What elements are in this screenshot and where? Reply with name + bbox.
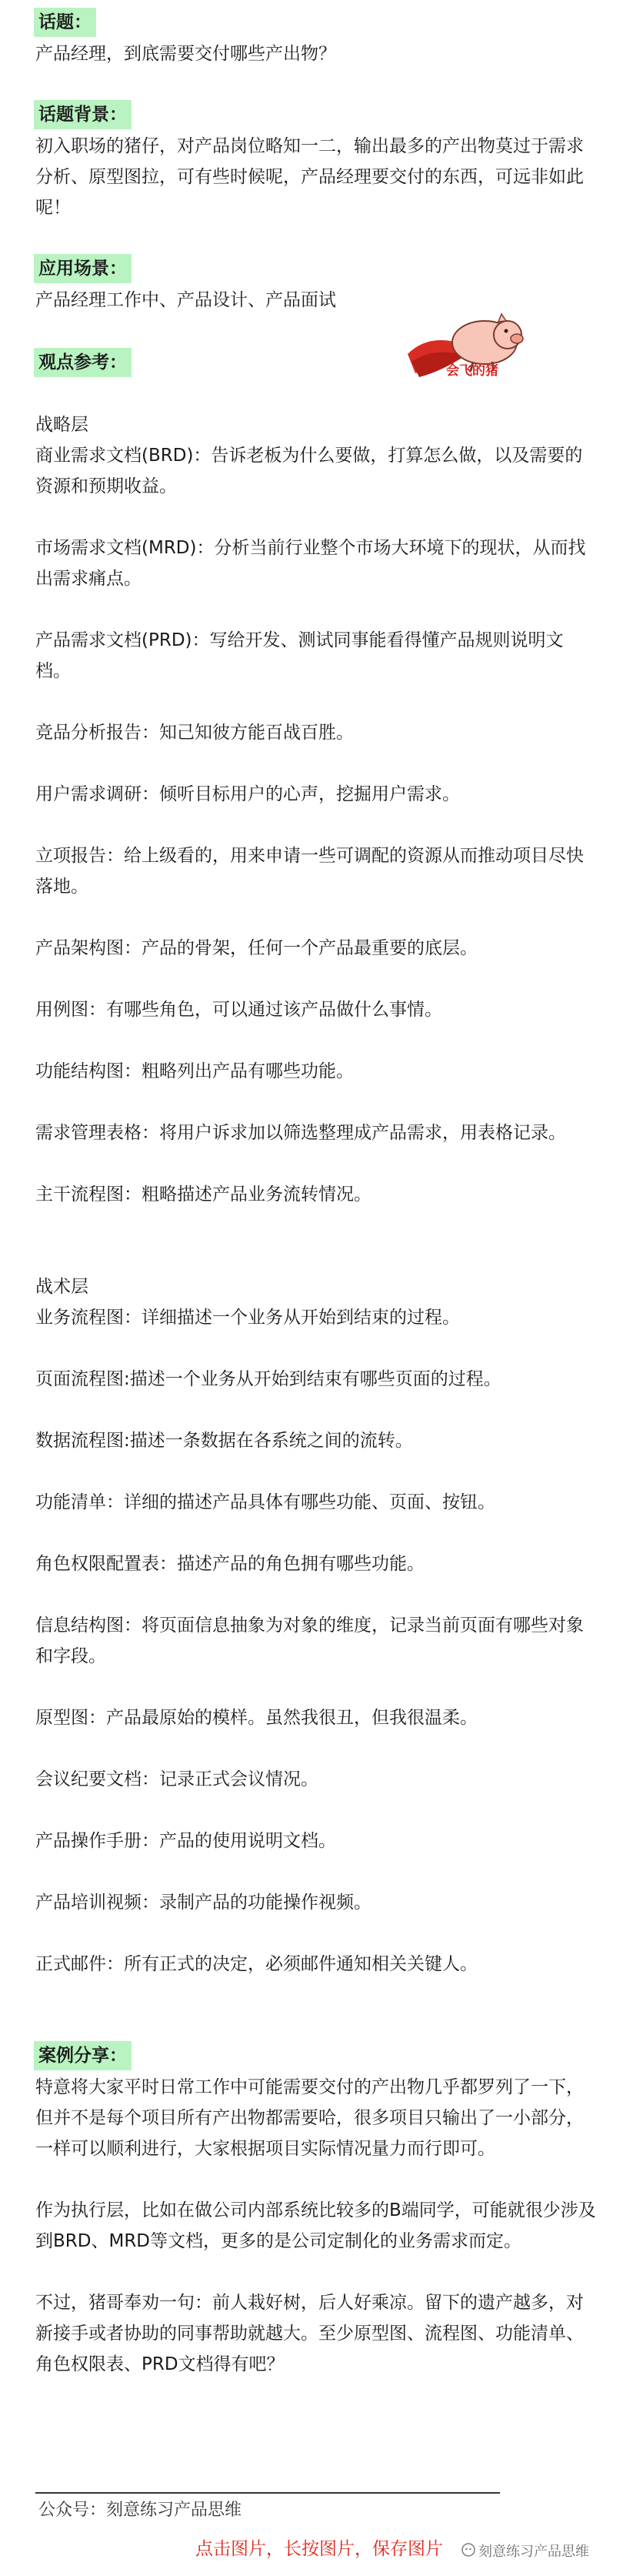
- background-line: 初入职场的猪仔，对产品岗位略知一二，输出最多的产出物莫过于需求: [35, 136, 584, 156]
- tactics-item: 原型图：产品最原始的模样。虽然我很丑，但我很温柔。: [35, 1708, 478, 1728]
- tactics-item: 角色权限配置表：描述产品的角色拥有哪些功能。: [35, 1554, 425, 1574]
- strategy-item: 资源和预期收益。: [35, 476, 177, 496]
- flying-pig-icon: [400, 300, 538, 400]
- footer-account-note: 公众号：刻意练习产品思维: [38, 2501, 242, 2520]
- background-line: 呢！: [35, 198, 71, 218]
- tactics-item: 业务流程图：详细描述一个业务从开始到结束的过程。: [35, 1308, 460, 1328]
- topic-text: 产品经理，到底需要交付哪些产出物？: [35, 44, 336, 64]
- tactics-item: 功能清单：详细的描述产品具体有哪些功能、页面、按钮。: [35, 1492, 495, 1512]
- section-label-viewpoints: 观点参考：: [34, 348, 132, 377]
- strategy-item: 立项报告：给上级看的，用来申请一些可调配的资源从而推动项目尽快: [35, 846, 584, 866]
- case-line: 作为执行层，比如在做公司内部系统比较多的B端同学，可能就很少涉及: [35, 2200, 596, 2220]
- strategy-item: 市场需求文档(MRD)：分析当前行业整个市场大环境下的现状，从而找: [35, 538, 586, 558]
- save-image-hint: 点击图片，长按图片，保存图片: [195, 2539, 443, 2559]
- strategy-item: 竞品分析报告：知己知彼方能百战百胜。: [35, 723, 354, 743]
- scenario-text: 产品经理工作中、产品设计、产品面试: [35, 290, 336, 310]
- strategy-item: 用户需求调研：倾听目标用户的心声，挖掘用户需求。: [35, 784, 460, 804]
- case-line: 但并不是每个项目所有产出物都需要哈，很多项目只输出了一小部分，: [35, 2108, 584, 2128]
- case-line: 特意将大家平时日常工作中可能需要交付的产出物几乎都罗列了一下，: [35, 2077, 584, 2097]
- tactics-title: 战术层: [35, 1277, 88, 1297]
- tactics-item: 正式邮件：所有正式的决定，必须邮件通知相关关键人。: [35, 1954, 478, 1974]
- case-line: 一样可以顺利进行，大家根据项目实际情况量力而行即可。: [35, 2139, 495, 2159]
- strategy-item: 用例图：有哪些角色，可以通过该产品做什么事情。: [35, 1000, 442, 1020]
- strategy-item: 档。: [35, 661, 71, 681]
- tactics-item: 和字段。: [35, 1646, 106, 1666]
- tactics-item: 页面流程图:描述一个业务从开始到结束有哪些页面的过程。: [35, 1369, 501, 1389]
- strategy-item: 出需求痛点。: [35, 569, 142, 589]
- watermark-text: 刻意练习产品思维: [478, 2544, 589, 2560]
- strategy-item: 功能结构图：粗略列出产品有哪些功能。: [35, 1061, 354, 1081]
- strategy-item: 产品架构图：产品的骨架，任何一个产品最重要的底层。: [35, 938, 478, 958]
- section-label-scenario: 应用场景：: [34, 254, 132, 283]
- strategy-item: 产品需求文档(PRD)：写给开发、测试同事能看得懂产品规则说明文: [35, 630, 564, 650]
- tactics-item: 产品培训视频：录制产品的功能操作视频。: [35, 1893, 371, 1913]
- tactics-item: 产品操作手册：产品的使用说明文档。: [35, 1831, 336, 1851]
- background-line: 分析、原型图拉，可有些时候呢，产品经理要交付的东西，可远非如此: [35, 167, 584, 187]
- section-label-cases: 案例分享：: [34, 2041, 132, 2070]
- strategy-item: 落地。: [35, 877, 88, 897]
- case-line: 新接手或者协助的同事帮助就越大。至少原型图、流程图、功能清单、: [35, 2324, 584, 2344]
- strategy-item: 商业需求文档(BRD)：告诉老板为什么要做，打算怎么做，以及需要的: [35, 446, 583, 466]
- wechat-logo-icon: [461, 2543, 475, 2557]
- mascot-label: 会飞的猪: [446, 363, 498, 379]
- case-line: 角色权限表、PRD文档得有吧？: [35, 2354, 285, 2374]
- tactics-item: 数据流程图:描述一条数据在各系统之间的流转。: [35, 1431, 413, 1451]
- section-label-background: 话题背景：: [34, 100, 132, 129]
- tactics-item: 信息结构图：将页面信息抽象为对象的维度，记录当前页面有哪些对象: [35, 1615, 584, 1635]
- tactics-item: 会议纪要文档：记录正式会议情况。: [35, 1769, 318, 1789]
- footer-divider: [35, 2492, 500, 2494]
- strategy-item: 需求管理表格：将用户诉求加以筛选整理成产品需求，用表格记录。: [35, 1123, 566, 1143]
- case-line: 不过，猪哥奉劝一句：前人栽好树，后人好乘凉。留下的遗产越多，对: [35, 2293, 584, 2313]
- strategy-title: 战略层: [35, 415, 88, 435]
- section-label-topic: 话题：: [34, 8, 96, 37]
- case-line: 到BRD、MRD等文档，更多的是公司定制化的业务需求而定。: [35, 2231, 522, 2251]
- strategy-item: 主干流程图：粗略描述产品业务流转情况。: [35, 1184, 371, 1204]
